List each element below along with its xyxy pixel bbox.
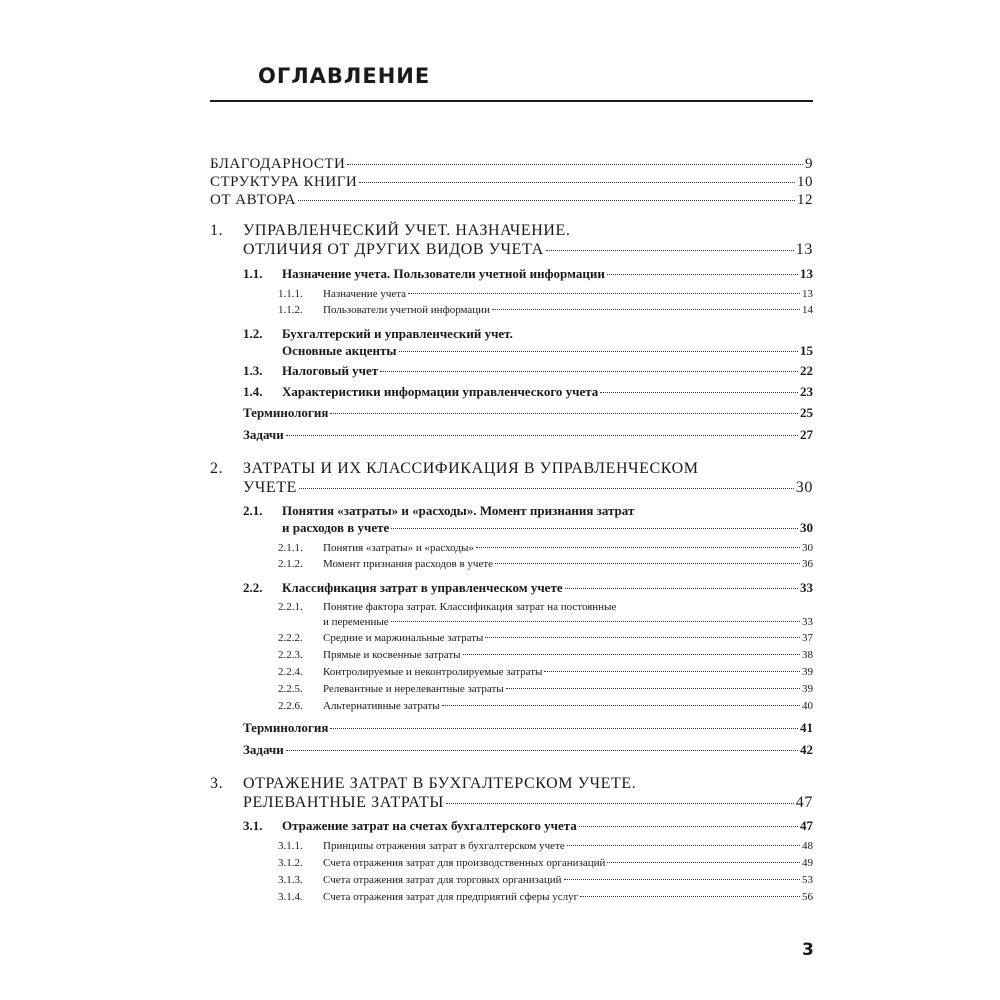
entry-title: Терминология [243,720,329,735]
toc-entry-1-3[interactable] [282,363,813,379]
entry-page: 36 [802,558,813,570]
toc-entry-1-2[interactable] [282,343,813,359]
toc-entry-2-1[interactable] [282,520,813,536]
entry-title: УЧЕТЕ [243,479,298,496]
dot-leader [506,688,800,689]
toc-entry-3-1-4[interactable] [323,891,813,903]
toc-entry-2-1-1[interactable] [323,542,813,554]
entry-page: 27 [800,427,813,442]
dot-leader [492,309,800,310]
entry-title: Задачи [243,427,284,442]
entry-page: 48 [802,840,813,852]
toc-entry-3-1-2[interactable] [323,857,813,869]
toc-entry-3-1[interactable] [282,818,813,834]
entry-title: Терминология [243,405,329,420]
entry-page: 33 [802,616,813,628]
dot-leader [607,274,798,275]
toc-entry-1-terminology[interactable] [243,405,813,421]
entry-page: 33 [800,580,813,595]
entry-title: ОТ АВТОРА [210,192,296,208]
subsection-number: 2.2.5. [278,683,303,695]
entry-page: 37 [802,632,813,644]
entry-page: 30 [795,479,813,496]
entry-page: 22 [800,363,813,378]
dot-leader [600,392,798,393]
entry-title: Основные акценты [282,343,397,358]
dot-leader [580,896,800,897]
chapter-3-title-line1: ОТРАЖЕНИЕ ЗАТРАТ В БУХГАЛТЕРСКОМ УЧЕТЕ. [243,775,637,792]
toc-entry-2-1-2[interactable] [323,558,813,570]
entry-title: ОТЛИЧИЯ ОТ ДРУГИХ ВИДОВ УЧЕТА [243,241,544,258]
subsection-number: 2.2.3. [278,649,303,661]
dot-leader [347,164,803,165]
toc-entry-from-author[interactable] [210,192,813,209]
dot-leader [544,671,800,672]
entry-page: 12 [797,192,813,208]
subsection-number: 3.1.3. [278,874,303,886]
entry-title: и переменные [323,616,389,628]
section-title-line1: Понятия «затраты» и «расходы». Момент признания затрат [282,503,635,518]
entry-page: 40 [802,700,813,712]
toc-entry-2-2[interactable] [282,580,813,596]
toc-entry-1-1-1[interactable] [323,288,813,300]
section-title-line1: Бухгалтерский и управленческий учет. [282,326,513,341]
toc-entry-1-tasks[interactable] [243,427,813,443]
toc-entry-chapter-1[interactable] [243,241,813,259]
subsection-number: 3.1.4. [278,891,303,903]
subsection-number: 2.1.2. [278,558,303,570]
entry-title: Релевантные и нерелевантные затраты [323,683,504,695]
chapter-1-number: 1. [210,222,224,239]
toc-entry-2-2-4[interactable] [323,666,813,678]
toc-entry-2-2-6[interactable] [323,700,813,712]
toc-entry-1-1-2[interactable] [323,304,813,316]
entry-title: и расходов в учете [282,520,390,535]
dot-leader [607,862,800,863]
subsection-title-line1: Понятие фактора затрат. Классификация затрат на постоянные [323,601,617,613]
dot-leader [330,728,798,729]
toc-entry-chapter-2[interactable] [243,479,813,497]
dot-leader [546,250,794,251]
entry-page: 47 [795,794,813,811]
entry-title: Прямые и косвенные затраты [323,649,461,661]
toc-entry-1-1[interactable] [282,266,813,282]
toc-heading: ОГЛАВЛЕНИЕ [258,64,431,88]
dot-leader [399,351,798,352]
subsection-number: 1.1.1. [278,288,303,300]
dot-leader [446,803,794,804]
entry-title: Счета отражения затрат для торговых организаций [323,874,562,886]
entry-title: Альтернативные затраты [323,700,440,712]
dot-leader [565,588,798,589]
dot-leader [476,547,800,548]
toc-entry-3-1-1[interactable] [323,840,813,852]
entry-title: Момент признания расходов в учете [323,558,494,570]
entry-page: 42 [800,742,813,757]
dot-leader [286,435,798,436]
toc-entry-2-2-5[interactable] [323,683,813,695]
entry-page: 56 [802,891,813,903]
section-number: 1.3. [243,363,263,378]
dot-leader [286,750,798,751]
dot-leader [567,845,800,846]
dot-leader [408,293,800,294]
dot-leader [299,488,794,489]
subsection-number: 2.2.1. [278,601,303,613]
toc-entry-acknowledgements[interactable] [210,156,813,173]
entry-page: 13 [800,266,813,281]
entry-page: 41 [800,720,813,735]
toc-entry-2-2-2[interactable] [323,632,813,644]
heading-rule [210,100,813,102]
section-number: 2.1. [243,503,263,518]
entry-title: Классификация затрат в управленческом учете [282,580,563,595]
subsection-number: 2.2.4. [278,666,303,678]
entry-title: Счета отражения затрат для производственных организаций [323,857,606,869]
dot-leader [495,563,800,564]
section-number: 1.1. [243,266,263,281]
entry-page: 30 [800,520,813,535]
dot-leader [463,654,800,655]
subsection-number: 3.1.1. [278,840,303,852]
entry-title: Средние и маржинальные затраты [323,632,484,644]
entry-page: 53 [802,874,813,886]
entry-page: 30 [802,542,813,554]
entry-page: 13 [802,288,813,300]
page-number: 3 [802,940,814,960]
entry-page: 47 [800,818,813,833]
entry-page: 39 [802,666,813,678]
toc-entry-2-tasks[interactable] [243,742,813,758]
entry-title: Налоговый учет [282,363,379,378]
entry-page: 49 [802,857,813,869]
chapter-1-title-line1: УПРАВЛЕНЧЕСКИЙ УЧЕТ. НАЗНАЧЕНИЕ. [243,222,571,239]
section-number: 1.2. [243,326,263,341]
entry-page: 13 [795,241,813,258]
chapter-2-number: 2. [210,460,224,477]
toc-entry-2-2-3[interactable] [323,649,813,661]
entry-title: Назначение учета [323,288,407,300]
entry-title: РЕЛЕВАНТНЫЕ ЗАТРАТЫ [243,794,444,811]
entry-page: 14 [802,304,813,316]
entry-title: Понятия «затраты» и «расходы» [323,542,474,554]
section-number: 1.4. [243,384,263,399]
dot-leader [298,200,795,201]
entry-page: 10 [797,174,813,190]
dot-leader [359,182,795,183]
entry-title: СТРУКТУРА КНИГИ [210,174,358,190]
entry-title: Счета отражения затрат для предприятий сферы услуг [323,891,579,903]
section-number: 2.2. [243,580,263,595]
dot-leader [579,826,798,827]
dot-leader [564,879,800,880]
toc-entry-chapter-3[interactable] [243,794,813,812]
entry-title: Пользователи учетной информации [323,304,490,316]
entry-title: Назначение учета. Пользователи учетной информации [282,266,605,281]
entry-title: Контролируемые и неконтролируемые затраты [323,666,543,678]
entry-title: Принципы отражения затрат в бухгалтерском учете [323,840,565,852]
chapter-3-number: 3. [210,775,224,792]
subsection-number: 2.2.6. [278,700,303,712]
dot-leader [391,528,798,529]
entry-page: 38 [802,649,813,661]
dot-leader [391,621,800,622]
subsection-number: 1.1.2. [278,304,303,316]
toc-entry-3-1-3[interactable] [323,874,813,886]
entry-page: 15 [800,343,813,358]
dot-leader [442,705,800,706]
dot-leader [330,413,798,414]
subsection-number: 2.1.1. [278,542,303,554]
dot-leader [485,637,800,638]
section-number: 3.1. [243,818,263,833]
toc-entry-2-terminology[interactable] [243,720,813,736]
toc-entry-1-4[interactable] [282,384,813,400]
subsection-number: 3.1.2. [278,857,303,869]
entry-title: Задачи [243,742,284,757]
entry-page: 9 [805,156,813,172]
entry-page: 23 [800,384,813,399]
chapter-2-title-line1: ЗАТРАТЫ И ИХ КЛАССИФИКАЦИЯ В УПРАВЛЕНЧЕСКОМ [243,460,699,477]
entry-page: 39 [802,683,813,695]
toc-entry-2-2-1[interactable] [323,616,813,628]
entry-title: Отражение затрат на счетах бухгалтерского учета [282,818,577,833]
dot-leader [380,371,798,372]
subsection-number: 2.2.2. [278,632,303,644]
entry-page: 25 [800,405,813,420]
entry-title: Характеристики информации управленческого учета [282,384,599,399]
entry-title: БЛАГОДАРНОСТИ [210,156,346,172]
toc-entry-book-structure[interactable] [210,174,813,191]
